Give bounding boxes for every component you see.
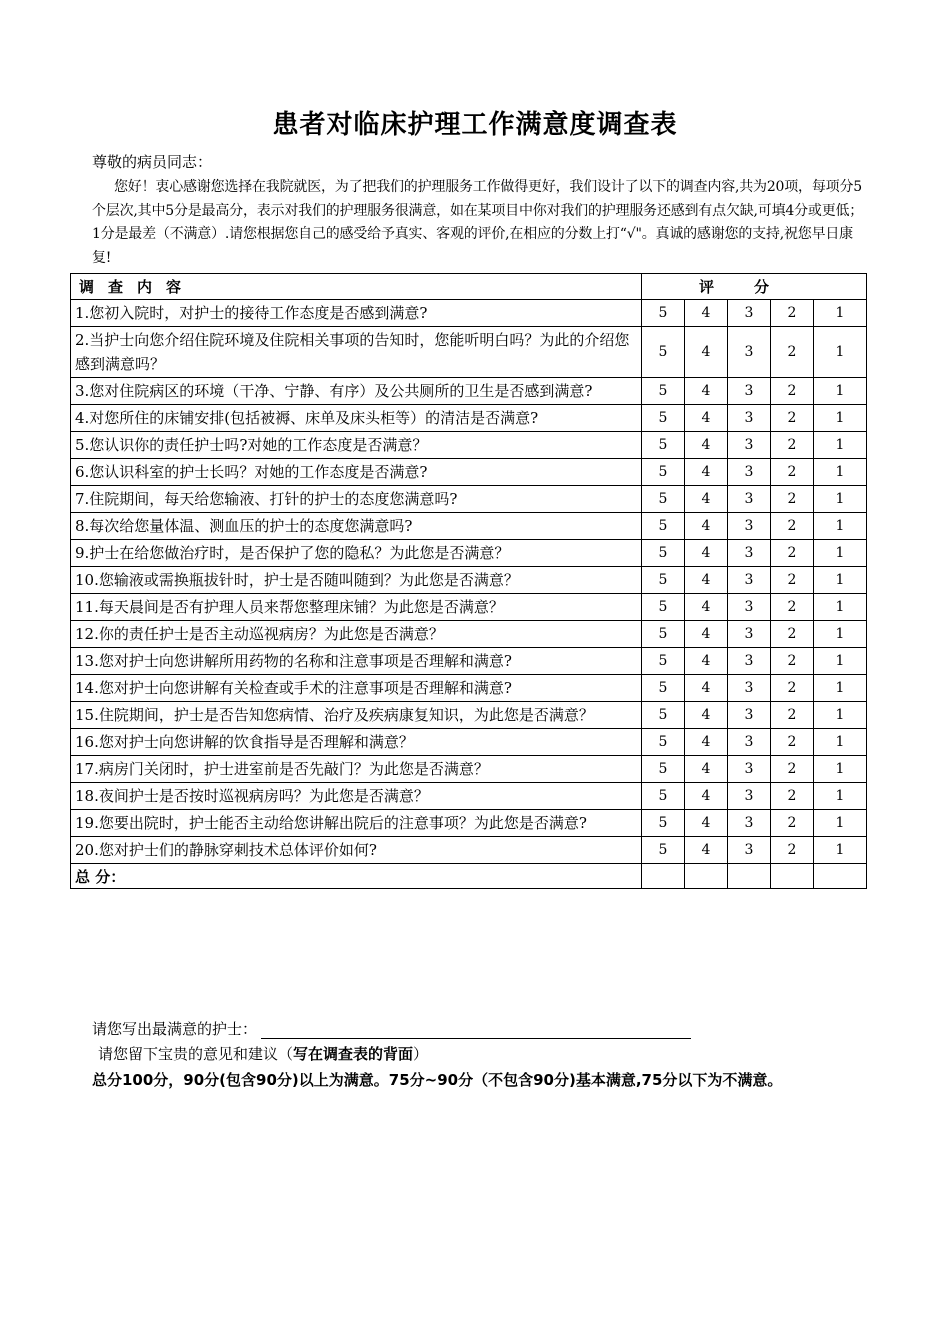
score-option-2[interactable]: 2 [771,729,814,756]
score-option-3[interactable]: 3 [728,327,771,378]
score-option-5[interactable]: 5 [642,621,685,648]
question-text: 3.您对住院病区的环境（干净、宁静、有序）及公共厕所的卫生是否感到满意? [71,378,642,405]
score-option-5[interactable]: 5 [642,567,685,594]
score-option-2[interactable]: 2 [771,432,814,459]
score-option-5[interactable]: 5 [642,327,685,378]
score-option-1[interactable]: 1 [814,594,867,621]
total-row [71,864,867,889]
score-option-1[interactable]: 1 [814,405,867,432]
score-option-3[interactable]: 3 [728,594,771,621]
header-score: 评分 [642,274,867,300]
score-option-3[interactable]: 3 [728,702,771,729]
score-option-5[interactable]: 5 [642,459,685,486]
question-row [71,486,867,513]
question-row [71,432,867,459]
question-text: 6.您认识科室的护士长吗？对她的工作态度是否满意? [71,459,642,486]
score-option-1[interactable]: 1 [814,300,867,327]
score-option-4[interactable]: 4 [685,729,728,756]
score-option-5[interactable]: 5 [642,432,685,459]
score-option-5[interactable]: 5 [642,540,685,567]
intro-paragraph: 您好！衷心感谢您选择在我院就医，为了把我们的护理服务工作做得更好，我们设计了以下的调查内容,共为20项，每项分5个层次,其中5分是最高分，表示对我们的护理服务很满意，如在某项目中你对我们的护理服务还感到有点欠缺,可填4分或更低；1分是最差（不满意）.请您根据您自己的感受给予真实、客观的评价,在相应的分数上打“√"。真诚的感谢您的支持,祝您早日康复! [92,179,864,266]
page-title: 患者对临床护理工作满意度调查表 [272,110,678,140]
score-option-4[interactable]: 4 [685,459,728,486]
score-option-4[interactable]: 4 [685,432,728,459]
score-option-4[interactable]: 4 [685,756,728,783]
question-row [71,810,867,837]
score-option-5[interactable]: 5 [642,837,685,864]
favorite-nurse-blank[interactable] [261,1022,691,1039]
score-option-5[interactable]: 5 [642,783,685,810]
question-row [71,783,867,810]
score-option-2[interactable]: 2 [771,486,814,513]
score-option-2[interactable]: 2 [771,327,814,378]
score-option-3[interactable]: 3 [728,378,771,405]
score-option-5[interactable]: 5 [642,756,685,783]
score-option-1[interactable]: 1 [814,567,867,594]
question-text: 12.你的责任护士是否主动巡视病房？为此您是否满意？ [71,621,642,648]
score-option-1[interactable]: 1 [814,540,867,567]
header-content: 调查内容 [71,274,642,300]
score-option-1[interactable]: 1 [814,459,867,486]
advice-prefix: 请您留下宝贵的意见和建议（ [98,1045,294,1063]
advice-line [98,1043,428,1064]
score-option-4[interactable]: 4 [685,594,728,621]
question-text: 13.您对护士向您讲解所用药物的名称和注意事项是否理解和满意? [71,648,642,675]
score-option-3[interactable]: 3 [728,405,771,432]
score-option-2[interactable]: 2 [771,702,814,729]
score-option-4[interactable]: 4 [685,486,728,513]
total-score-cell[interactable] [728,864,771,889]
question-text: 18.夜间护士是否按时巡视病房吗？为此您是否满意？ [71,783,642,810]
question-row [71,405,867,432]
score-option-1[interactable]: 1 [814,702,867,729]
question-row [71,675,867,702]
question-text: 8.每次给您量体温、测血压的护士的态度您满意吗? [71,513,642,540]
favorite-nurse-line [92,1018,691,1039]
score-option-4[interactable]: 4 [685,621,728,648]
advice-bold: 写在调查表的背面 [293,1045,414,1063]
score-option-4[interactable]: 4 [685,405,728,432]
question-row [71,540,867,567]
score-option-2[interactable]: 2 [771,459,814,486]
score-option-4[interactable]: 4 [685,378,728,405]
score-option-1[interactable]: 1 [814,837,867,864]
score-option-5[interactable]: 5 [642,513,685,540]
total-score-cell[interactable] [685,864,728,889]
score-option-5[interactable]: 5 [642,405,685,432]
score-option-1[interactable]: 1 [814,783,867,810]
total-label: 总 分： [71,864,642,889]
score-option-4[interactable]: 4 [685,783,728,810]
score-option-3[interactable]: 3 [728,540,771,567]
question-text: 14.您对护士向您讲解有关检查或手术的注意事项是否理解和满意? [71,675,642,702]
question-row [71,378,867,405]
score-option-3[interactable]: 3 [728,486,771,513]
score-option-2[interactable]: 2 [771,567,814,594]
score-option-1[interactable]: 1 [814,486,867,513]
score-option-5[interactable]: 5 [642,648,685,675]
score-option-2[interactable]: 2 [771,540,814,567]
score-option-3[interactable]: 3 [728,648,771,675]
score-option-2[interactable]: 2 [771,378,814,405]
question-text: 19.您要出院时，护士能否主动给您讲解出院后的注意事项？为此您是否满意? [71,810,642,837]
question-text: 16.您对护士向您讲解的饮食指导是否理解和满意？ [71,729,642,756]
score-option-3[interactable]: 3 [728,810,771,837]
favorite-nurse-label: 请您写出最满意的护士： [92,1020,258,1038]
score-option-1[interactable]: 1 [814,513,867,540]
score-option-3[interactable]: 3 [728,621,771,648]
question-row [71,729,867,756]
score-option-5[interactable]: 5 [642,702,685,729]
score-option-1[interactable]: 1 [814,621,867,648]
question-text: 11.每天晨间是否有护理人员来帮您整理床铺？为此您是否满意？ [71,594,642,621]
total-score-cell[interactable] [771,864,814,889]
question-row [71,567,867,594]
question-text: 1.您初入院时，对护士的接待工作态度是否感到满意? [71,300,642,327]
question-row [71,459,867,486]
score-option-1[interactable]: 1 [814,729,867,756]
header-row [71,274,867,300]
score-option-3[interactable]: 3 [728,513,771,540]
question-row [71,756,867,783]
advice-suffix: ） [413,1045,429,1063]
score-option-1[interactable]: 1 [814,756,867,783]
scoring-note: 总分100分，90分(包含90分)以上为满意。75分~90分（不包含90分)基本满意,75分以下为不满意。 [92,1071,783,1089]
score-option-2[interactable]: 2 [771,756,814,783]
score-option-1[interactable]: 1 [814,327,867,378]
question-row [71,837,867,864]
total-score-cell[interactable] [814,864,867,889]
question-row [71,513,867,540]
score-option-2[interactable]: 2 [771,513,814,540]
score-option-2[interactable]: 2 [771,300,814,327]
score-option-4[interactable]: 4 [685,837,728,864]
score-option-3[interactable]: 3 [728,756,771,783]
score-option-2[interactable]: 2 [771,621,814,648]
question-text: 7.住院期间，每天给您输液、打针的护士的态度您满意吗? [71,486,642,513]
score-option-4[interactable]: 4 [685,648,728,675]
score-option-2[interactable]: 2 [771,783,814,810]
score-option-5[interactable]: 5 [642,486,685,513]
score-option-4[interactable]: 4 [685,540,728,567]
survey-table [70,273,867,889]
greeting: 尊敬的病员同志： [92,153,213,171]
score-option-2[interactable]: 2 [771,594,814,621]
score-option-1[interactable]: 1 [814,648,867,675]
question-text: 5.您认识你的责任护士吗?对她的工作态度是否满意？ [71,432,642,459]
question-text: 4.对您所住的床铺安排(包括被褥、床单及床头柜等）的清洁是否满意? [71,405,642,432]
score-option-2[interactable]: 2 [771,405,814,432]
score-option-3[interactable]: 3 [728,567,771,594]
question-row [71,621,867,648]
score-option-2[interactable]: 2 [771,837,814,864]
question-row [71,648,867,675]
score-option-4[interactable]: 4 [685,327,728,378]
score-option-3[interactable]: 3 [728,837,771,864]
score-option-5[interactable]: 5 [642,810,685,837]
score-option-4[interactable]: 4 [685,675,728,702]
score-option-3[interactable]: 3 [728,675,771,702]
score-option-5[interactable]: 5 [642,675,685,702]
score-option-1[interactable]: 1 [814,675,867,702]
question-row [71,300,867,327]
question-text: 15.住院期间，护士是否告知您病情、治疗及疾病康复知识，为此您是否满意？ [71,702,642,729]
score-option-3[interactable]: 3 [728,459,771,486]
score-option-2[interactable]: 2 [771,675,814,702]
question-row [71,327,867,378]
score-option-4[interactable]: 4 [685,810,728,837]
question-text: 2.当护士向您介绍住院环境及住院相关事项的告知时，您能听明白吗？为此的介绍您感到满意吗？ [71,327,642,378]
score-option-5[interactable]: 5 [642,729,685,756]
score-option-1[interactable]: 1 [814,432,867,459]
question-text: 10.您输液或需换瓶拔针时，护士是否随叫随到？为此您是否满意？ [71,567,642,594]
score-option-1[interactable]: 1 [814,810,867,837]
score-option-4[interactable]: 4 [685,567,728,594]
question-row [71,702,867,729]
score-option-2[interactable]: 2 [771,648,814,675]
question-text: 20.您对护士们的静脉穿刺技术总体评价如何? [71,837,642,864]
score-option-2[interactable]: 2 [771,810,814,837]
total-score-cell[interactable] [642,864,685,889]
score-option-4[interactable]: 4 [685,513,728,540]
question-text: 9.护士在给您做治疗时，是否保护了您的隐私？为此您是否满意？ [71,540,642,567]
score-option-5[interactable]: 5 [642,594,685,621]
score-option-5[interactable]: 5 [642,378,685,405]
question-row [71,594,867,621]
score-option-4[interactable]: 4 [685,702,728,729]
score-option-3[interactable]: 3 [728,783,771,810]
score-option-3[interactable]: 3 [728,729,771,756]
score-option-3[interactable]: 3 [728,300,771,327]
score-option-5[interactable]: 5 [642,300,685,327]
score-option-4[interactable]: 4 [685,300,728,327]
score-option-1[interactable]: 1 [814,378,867,405]
score-option-3[interactable]: 3 [728,432,771,459]
question-text: 17.病房门关闭时，护士进室前是否先敲门？为此您是否满意？ [71,756,642,783]
